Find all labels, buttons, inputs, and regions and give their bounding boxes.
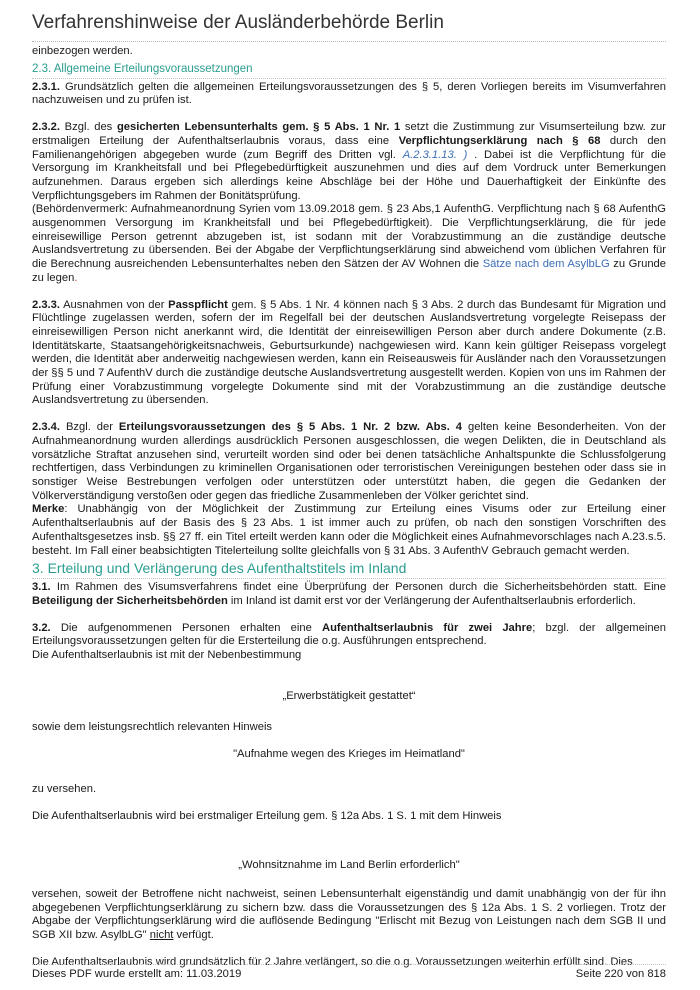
paragraph-3-2-erstmalig: Die Aufenthaltserlaubnis wird bei erstmaliger Erteilung gem. § 12a Abs. 1 S. 1 mit dem Hinweis (32, 809, 502, 822)
quote-erwerbstaetigkeit: „Erwerbstätigkeit gestattet“ (282, 689, 416, 702)
paragraph-2-3-4: 2.3.4. Bzgl. der Erteilungsvoraussetzungen des § 5 Abs. 1 Nr. 2 bzw. Abs. 4 gelten keine Besonderheiten. Von der Aufnahmeanordnung wurden allerdings ausdrücklich Personen ausgeschlossen, die wegen Delikten, die in Deutschland als vorsätzliche Straftat anzusehen sind, verurteilt worden sind oder bei denen tatsächliche Anhaltspunkte die Schlussfolgerung rechtfertigen, dass Verbindungen zu kriminellen Organisationen oder terroristischen Vereinigungen bestehen oder dass sie in sonstiger Weise Bestrebungen verfolgen oder unterstützen oder unterstützt haben, die gegen die Gedanken der Völkerverständigung verstoßen oder gegen das friedliche Zusammenleben der Völker gerichtet sind. (32, 421, 666, 502)
page-title: Verfahrenshinweise der Ausländerbehörde Berlin (32, 12, 444, 33)
section-divider (32, 578, 666, 579)
quote-wohnsitznahme: „Wohnsitznahme im Land Berlin erforderlich" (238, 859, 460, 872)
paragraph-2-3-2-note: (Behördenvermerk: Aufnahmeanordnung Syrien vom 13.09.2018 gem. § 23 Abs,1 AufenthG. Verpflichtung nach § 68 AufenthG ausgenommen Versorgung im Krankheitsfall und bei Pflegebedürftigkeit). Die Verpflichtungserklärung, die für jede einreisewillige Person getrennt abzugeben ist, ist sodann mit der Vorabzustimmung an die zuständige deutsche Auslandsvertretung zu übersenden. Bei der Abgabe der Verpflichtungserklärung sind abweichend vom üblichen Verfahren für die Berechnung ausreichenden Lebensunterhaltes neben den Sätzen der AV Wohnen die Sätze nach dem AsylbLG zu Grunde zu legen. (32, 203, 666, 284)
title-divider (32, 41, 666, 42)
paragraph-number: 2.3.2. (32, 121, 60, 134)
section-heading-2-3: 2.3. Allgemeine Erteilungsvoraussetzungen (32, 62, 253, 75)
paragraph-number: 2.3.1. (32, 80, 60, 93)
paragraph-3-2-versehen-soweit: versehen, soweit der Betroffene nicht nachweist, seinen Lebensunterhalt eigenständig und damit unabhängig von der für ihn abgegebenen Verpflichtungserklärung zu sichern bzw. dass die Voraussetzungen des § 12a Abs. 1 S. 2 vorliegen. Trotz der Abgabe der Verpflichtungserklärung wird die auflösende Bedingung "Erlischt mit Bezug von Leistungen nach dem SGB II und SGB XII bzw. AsylbLG" nicht verfügt. (32, 887, 666, 942)
paragraph-3-2-hint: sowie dem leistungsrechtlich relevanten Hinweis (32, 721, 273, 734)
merke-label: Merke (32, 503, 65, 516)
quote-aufnahme-krieg: "Aufnahme wegen des Krieges im Heimatland" (233, 748, 465, 761)
merke-note: Merke: Unabhängig von der Möglichkeit der Zustimmung zur Erteilung eines Visums oder zur Erteilung einer Aufenthaltserlaubnis auf der Basis des § 23 Abs. 1 ist immer auch zu prüfen, ob nach den sonstigen Vorschriften des Aufenthaltsgesetzes insb. §§ 27 ff. ein Titel erteilt werden kann oder die Möglichkeit eines Aufnahmevorschlages nach A.23.s.5. besteht. Im Fall einer beabsichtigten Titelerteilung sollte gleichfalls von § 31 Abs. 3 AufenthV Gebrauch gemacht werden. (32, 503, 666, 557)
paragraph-3-2-line: Die Aufenthaltserlaubnis ist mit der Nebenbestimmung (32, 649, 302, 662)
section-heading-3: 3. Erteilung und Verlängerung des Aufenthaltstitels im Inland (32, 560, 407, 577)
paragraph-2-3-3: 2.3.3. Ausnahmen von der Passpflicht gem. § 5 Abs. 1 Nr. 4 können nach § 3 Abs. 2 durch das Bundesamt für Migration und Flüchtlinge zugelassen werden, sofern der im Regelfall bei der deutschen Auslandsvertretung vorgelegte Reisepass der einreisewilligen Person nicht anerkannt wird, die Identität der einreisewilligen Person aber durch andere Dokumente (z.B. Identitätskarte, Staatsangehörigkeitsnachweis, Geburtsurkunde) nachgewiesen wird. Kann kein gültiger Reisepass vorgelegt werden, die Identität aber anderweitig nachgewiesen werden, kann ein Reiseausweis für Ausländer nach den Voraussetzungen der §§ 5 und 7 AufenthV durch die zuständige deutsche Auslandsvertretung ausgestellt werden. Kopien von uns im Rahmen der Prüfung einer Vorabzustimmung vorgelegte Dokumente sind mit der Vorabzustimmung an die zuständige deutsche Auslandsvertretung zu übersenden. (32, 298, 666, 407)
paragraph-2-3-2: 2.3.2. Bzgl. des gesicherten Lebensunterhalts gem. § 5 Abs. 1 Nr. 1 setzt die Zustimmung zur Visumserteilung bzw. zur erstmaligen Erteilung der Aufenthaltserlaubnis voraus, dass eine Verpflichtungserklärung nach § 68 durch den Familienangehörigen abgegeben wurde (zum Begriff des Dritten vgl. A.2.3.1.13. ) . Dabei ist die Verpflichtung für die Versorgung im Krankheitsfall und bei Pflegebedürftigkeit auszunehmen und dies auf dem Vordruck unter Bemerkungen aufzunehmen. Daraus ergeben sich allerdings keine Abschläge bei der Höhe und Dauerhaftigkeit der Einkünfte des Verpflichtungsgebers im Rahmen der Bonitätsprüfung. (32, 121, 667, 202)
footer-page-number: Seite 220 von 818 (575, 968, 666, 980)
paragraph-number: 3.1. (32, 581, 51, 594)
paragraph-3-2: 3.2. Die aufgenommenen Personen erhalten eine Aufenthaltserlaubnis für zwei Jahre; bzgl. der allgemeinen Erteilungsvoraussetzungen gelten für die Ersterteilung die o.g. Ausführungen entsprechend. (32, 621, 666, 648)
link-a-2-3-1-13[interactable]: A.2.3.1.13. ) (402, 148, 468, 161)
underlined-nicht: nicht (149, 929, 174, 942)
document-page (32, 0, 666, 969)
paragraph-number: 2.3.3. (32, 298, 60, 311)
paragraph-3-2-versehen: zu versehen. (32, 782, 97, 795)
intro-text: einbezogen werden. (32, 45, 133, 57)
section-divider (32, 78, 666, 79)
paragraph-number: 2.3.4. (32, 421, 60, 434)
paragraph-3-1: 3.1. Im Rahmen des Visumsverfahrens findet eine Überprüfung der Personen durch die Sicherheitsbehörden statt. Eine Beteiligung der Sicherheitsbehörden im Inland ist damit erst vor der Verlängerung der Aufenthaltserlaubnis erforderlich. (32, 581, 666, 607)
footer-created-date: Dieses PDF wurde erstellt am: 11.03.2019 (32, 968, 242, 980)
link-saetze-asylblg[interactable]: Sätze nach dem AsylbLG (482, 258, 610, 271)
paragraph-3-2-verlaengerung: Die Aufenthaltserlaubnis wird grundsätzlich für 2 Jahre verlängert, so die o.g. Voraussetzungen weiterhin erfüllt sind. Dies (32, 955, 633, 968)
paragraph-2-3-1 (32, 81, 666, 108)
paragraph-number: 3.2. (32, 621, 51, 634)
paragraph-text: Grundsätzlich gelten die allgemeinen Erteilungsvoraussetzungen des § 5, deren Vorliegen bereits im Visumverfahren nachzuweisen und zu prüfen ist. (32, 80, 666, 107)
page-footer (32, 964, 666, 980)
